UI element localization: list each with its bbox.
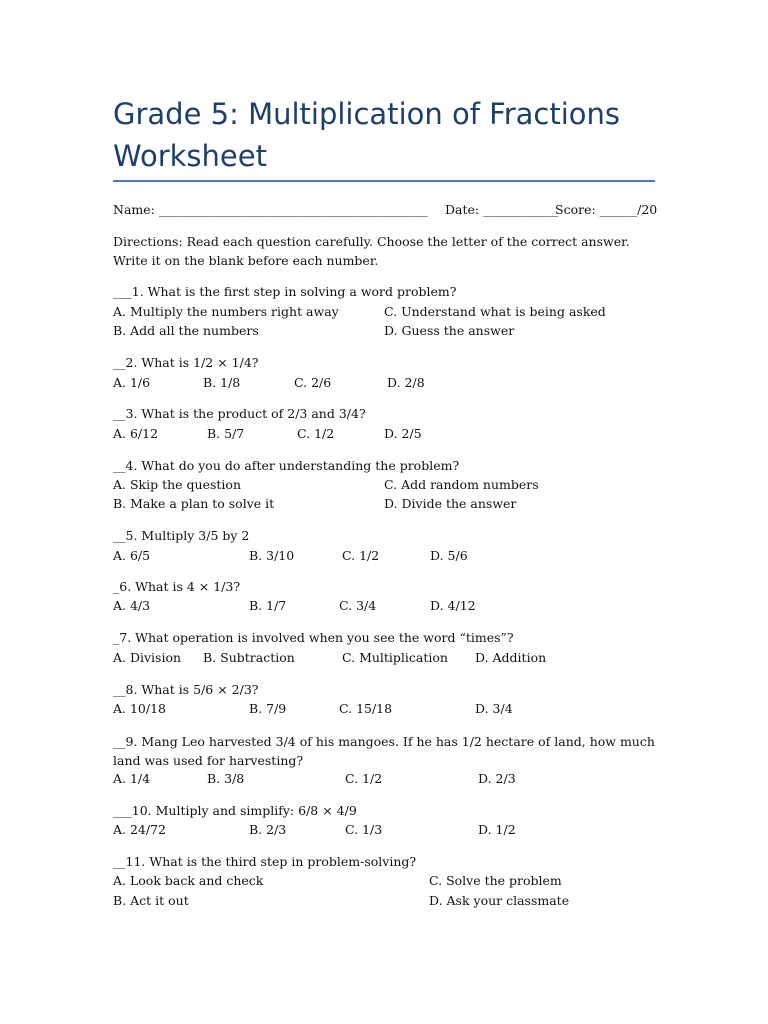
q2-choice-a: A. 1/6 [113,375,151,390]
q6-choice-d: D. 4/12 [430,598,476,613]
q8-choice-a: A. 10/18 [113,701,166,716]
q1-choice-a: A. Multiply the numbers right away [113,304,339,319]
q8-choice-c: C. 15/18 [339,701,393,716]
question-5: __5. Multiply 3/5 by 2 [113,528,250,543]
q5-choice-c: C. 1/2 [342,548,380,563]
q10-choice-d: D. 1/2 [478,822,516,837]
question-6: _6. What is 4 × 1/3? [113,579,241,594]
q2-choice-c: C. 2/6 [294,375,332,390]
worksheet-title: Grade 5: Multiplication of Fractions Worksheet [113,97,621,173]
q4-choice-d: D. Divide the answer [384,496,517,511]
q7-choice-d: D. Addition [475,650,547,665]
q4-choice-a: A. Skip the question [113,477,241,492]
q7-choice-a: A. Division [113,650,182,665]
name-field[interactable]: Name: ___________________________________________ [113,202,428,217]
q10-choice-a: A. 24/72 [113,822,166,837]
question-10: ___10. Multiply and simplify: 6/8 × 4/9 [113,803,357,818]
question-8: __8. What is 5/6 × 2/3? [113,682,259,697]
q4-choice-b: B. Make a plan to solve it [113,496,275,511]
q11-choice-a: A. Look back and check [113,873,264,888]
q5-choice-a: A. 6/5 [113,548,151,563]
question-4: __4. What do you do after understanding the problem? [113,458,460,473]
q4-choice-c: C. Add random numbers [384,477,539,492]
q9-choice-c: C. 1/2 [345,771,383,786]
question-9: __9. Mang Leo harvested 3/4 of his mangoes. If he has 1/2 hectare of land, how much land was used for harvesting? [113,734,655,768]
date-field[interactable]: Date: ____________ [445,202,559,217]
q9-choice-b: B. 3/8 [207,771,245,786]
question-7: _7. What operation is involved when you see the word “times”? [113,630,514,645]
q11-choice-d: D. Ask your classmate [429,893,570,908]
question-3: __3. What is the product of 2/3 and 3/4? [113,406,366,421]
q11-choice-c: C. Solve the problem [429,873,562,888]
q5-choice-b: B. 3/10 [249,548,295,563]
question-1: ___1. What is the first step in solving a word problem? [113,284,457,299]
q10-choice-b: B. 2/3 [249,822,287,837]
directions: Directions: Read each question carefully. Choose the letter of the correct answer. Write it on the blank before each number. [113,234,630,268]
q8-choice-b: B. 7/9 [249,701,287,716]
q1-choice-b: B. Add all the numbers [113,323,259,338]
q3-choice-c: C. 1/2 [297,426,335,441]
q6-choice-a: A. 4/3 [113,598,151,613]
q7-choice-c: C. Multiplication [342,650,448,665]
title-divider [113,180,655,182]
q6-choice-b: B. 1/7 [249,598,287,613]
q3-choice-a: A. 6/12 [113,426,159,441]
score-field[interactable]: Score: ______/20 [555,202,658,217]
q7-choice-b: B. Subtraction [203,650,295,665]
q3-choice-b: B. 5/7 [207,426,245,441]
q11-choice-b: B. Act it out [113,893,189,908]
question-2: __2. What is 1/2 × 1/4? [113,355,259,370]
q2-choice-b: B. 1/8 [203,375,241,390]
q2-choice-d: D. 2/8 [387,375,425,390]
q3-choice-d: D. 2/5 [384,426,422,441]
q10-choice-c: C. 1/3 [345,822,383,837]
q1-choice-c: C. Understand what is being asked [384,304,606,319]
question-11: __11. What is the third step in problem-solving? [113,854,417,869]
q9-choice-a: A. 1/4 [113,771,151,786]
q1-choice-d: D. Guess the answer [384,323,515,338]
q5-choice-d: D. 5/6 [430,548,468,563]
q9-choice-d: D. 2/3 [478,771,516,786]
q8-choice-d: D. 3/4 [475,701,513,716]
q6-choice-c: C. 3/4 [339,598,377,613]
